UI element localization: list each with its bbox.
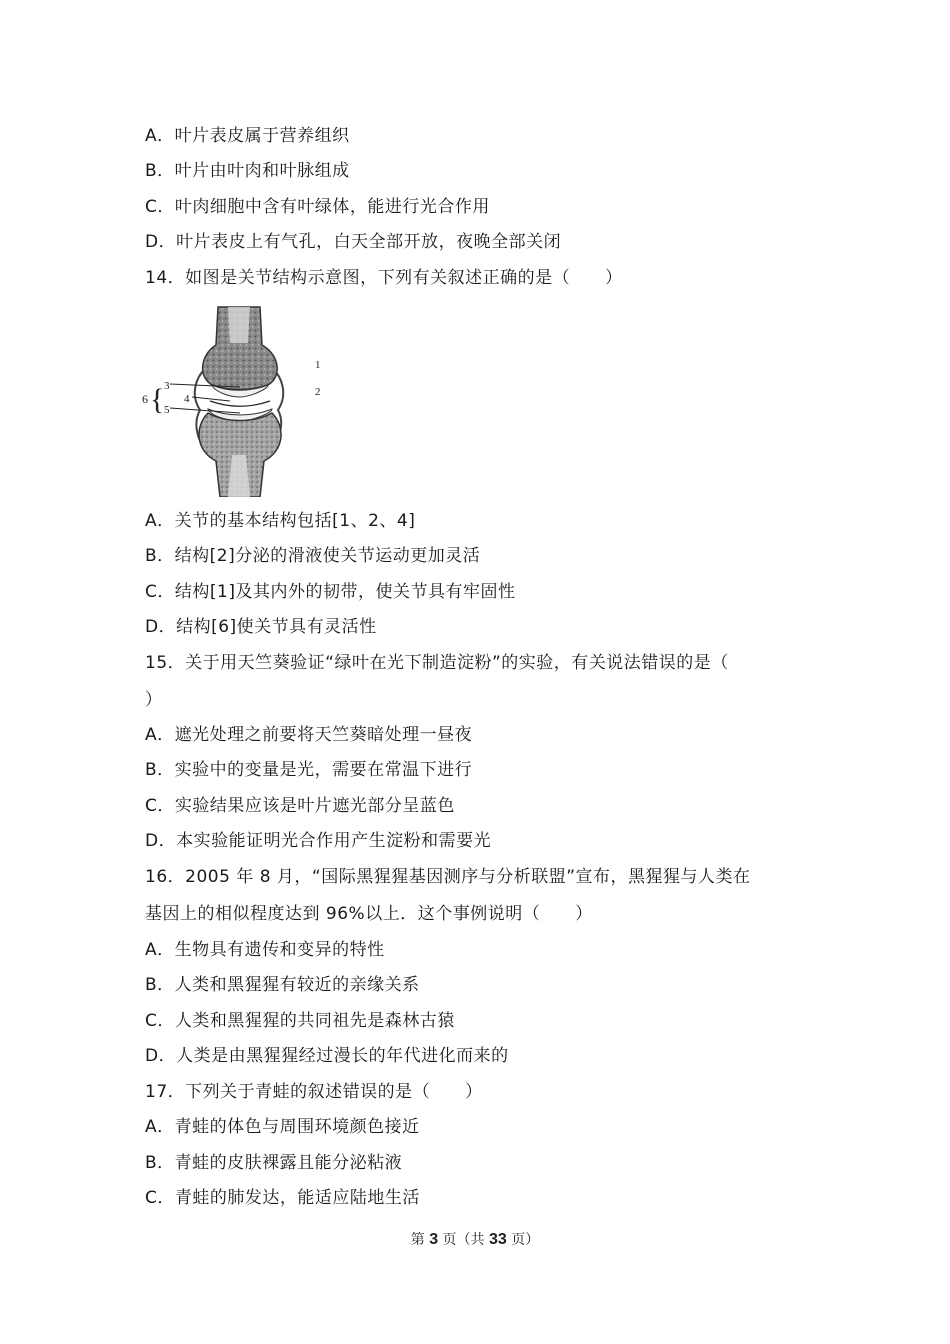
q14-option-d: D．结构[6]使关节具有灵活性 bbox=[145, 617, 377, 637]
q16-option-d: D．人类是由黑猩猩经过漫长的年代进化而来的 bbox=[145, 1046, 509, 1066]
current-page-number: 3 bbox=[429, 1231, 439, 1248]
svg-text:1: 1 bbox=[315, 359, 321, 371]
q16-option-a: A．生物具有遗传和变异的特性 bbox=[145, 940, 385, 960]
q17-option-c: C．青蛙的肺发达，能适应陆地生活 bbox=[145, 1188, 420, 1208]
q14-option-a: A．关节的基本结构包括[1、2、4] bbox=[145, 511, 416, 531]
svg-text:5: 5 bbox=[164, 404, 170, 416]
q13-option-c: C．叶肉细胞中含有叶绿体，能进行光合作用 bbox=[145, 197, 490, 217]
footer-prefix: 第 bbox=[410, 1232, 425, 1248]
q15-stem-continued: ） bbox=[145, 690, 163, 710]
q15-option-a: A．遮光处理之前要将天竺葵暗处理一昼夜 bbox=[145, 725, 473, 745]
q15-stem: 15．关于用天竺葵验证“绿叶在光下制造淀粉”的实验，有关说法错误的是（ bbox=[145, 653, 729, 673]
q13-option-b: B．叶片由叶肉和叶脉组成 bbox=[145, 161, 350, 181]
q15-option-b: B．实验中的变量是光，需要在常温下进行 bbox=[145, 760, 473, 780]
joint-structure-diagram bbox=[140, 305, 330, 497]
q15-option-c: C．实验结果应该是叶片遮光部分呈蓝色 bbox=[145, 796, 455, 816]
page-footer bbox=[0, 1229, 950, 1249]
q13-option-d: D．叶片表皮上有气孔，白天全部开放，夜晚全部关闭 bbox=[145, 232, 562, 252]
svg-text:2: 2 bbox=[315, 386, 321, 398]
q13-option-a: A．叶片表皮属于营养组织 bbox=[145, 126, 350, 146]
q14-option-c: C．结构[1]及其内外的韧带，使关节具有牢固性 bbox=[145, 582, 516, 602]
total-page-count: 33 bbox=[489, 1231, 507, 1248]
svg-text:4: 4 bbox=[184, 393, 190, 405]
q17-option-a: A．青蛙的体色与周围环境颜色接近 bbox=[145, 1117, 420, 1137]
footer-suffix: 页） bbox=[511, 1232, 540, 1248]
q14-option-b: B．结构[2]分泌的滑液使关节运动更加灵活 bbox=[145, 546, 481, 566]
svg-text:6: 6 bbox=[142, 392, 148, 406]
svg-text:3: 3 bbox=[164, 380, 170, 392]
q17-stem: 17．下列关于青蛙的叙述错误的是（ ） bbox=[145, 1082, 483, 1102]
q16-stem: 16．2005 年 8 月，“国际黑猩猩基因测序与分析联盟”宣布，黑猩猩与人类在 bbox=[145, 867, 751, 887]
q17-option-b: B．青蛙的皮肤裸露且能分泌粘液 bbox=[145, 1153, 403, 1173]
q14-stem: 14．如图是关节结构示意图，下列有关叙述正确的是（ ） bbox=[145, 268, 623, 288]
svg-text:{: { bbox=[150, 383, 165, 416]
footer-mid: 页（共 bbox=[442, 1232, 485, 1248]
q16-option-c: C．人类和黑猩猩的共同祖先是森林古猿 bbox=[145, 1011, 455, 1031]
q16-stem-continued: 基因上的相似程度达到 96%以上．这个事例说明（ ） bbox=[145, 904, 593, 924]
q15-option-d: D．本实验能证明光合作用产生淀粉和需要光 bbox=[145, 831, 492, 851]
q16-option-b: B．人类和黑猩猩有较近的亲缘关系 bbox=[145, 975, 420, 995]
